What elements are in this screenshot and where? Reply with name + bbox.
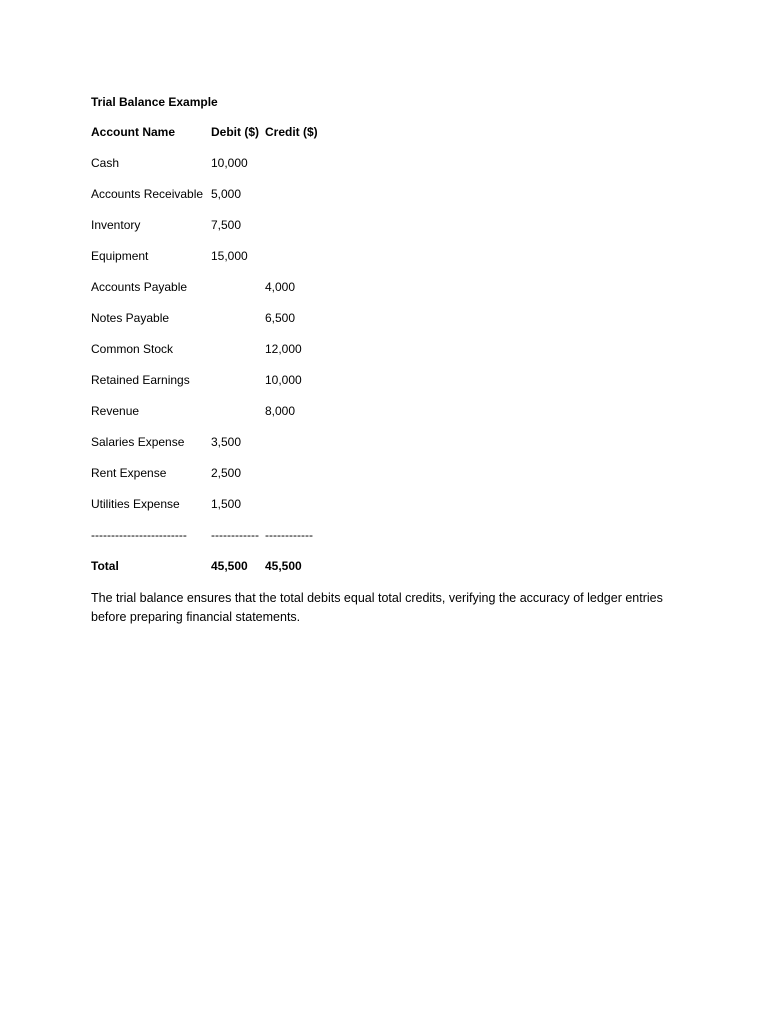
header-debit: Debit ($) bbox=[211, 125, 259, 139]
table-row bbox=[91, 155, 335, 186]
debit-cell: 5,000 bbox=[211, 187, 242, 201]
account-name-cell: Equipment bbox=[91, 249, 149, 263]
account-name-cell: Rent Expense bbox=[91, 466, 167, 480]
table-row bbox=[91, 310, 335, 341]
separator-credit: ------------ bbox=[265, 528, 313, 542]
document-page bbox=[91, 94, 691, 640]
table-row bbox=[91, 465, 335, 496]
debit-cell: 1,500 bbox=[211, 497, 242, 511]
table-row bbox=[91, 279, 335, 310]
separator-row bbox=[91, 527, 335, 558]
header-credit: Credit ($) bbox=[265, 125, 318, 139]
separator-debit: ------------ bbox=[211, 528, 259, 542]
account-name-cell: Cash bbox=[91, 156, 120, 170]
total-row bbox=[91, 558, 335, 589]
debit-cell: 3,500 bbox=[211, 435, 242, 449]
total-label: Total bbox=[91, 559, 119, 573]
table-row bbox=[91, 496, 335, 527]
debit-cell bbox=[211, 372, 265, 403]
document-title: Trial Balance Example bbox=[91, 95, 218, 109]
debit-cell bbox=[211, 341, 265, 372]
credit-cell bbox=[265, 434, 335, 465]
total-debit: 45,500 bbox=[211, 559, 248, 573]
debit-cell: 7,500 bbox=[211, 218, 242, 232]
table-row bbox=[91, 217, 335, 248]
trial-balance-table bbox=[91, 124, 335, 589]
table-row bbox=[91, 341, 335, 372]
account-name-cell: Retained Earnings bbox=[91, 373, 190, 387]
debit-cell bbox=[211, 310, 265, 341]
account-name-cell: Inventory bbox=[91, 218, 141, 232]
debit-cell bbox=[211, 279, 265, 310]
credit-cell bbox=[265, 465, 335, 496]
credit-cell bbox=[265, 248, 335, 279]
debit-cell: 2,500 bbox=[211, 466, 242, 480]
account-name-cell: Common Stock bbox=[91, 342, 174, 356]
account-name-cell: Accounts Receivable bbox=[91, 187, 204, 201]
credit-cell: 4,000 bbox=[265, 280, 296, 294]
credit-cell bbox=[265, 155, 335, 186]
credit-cell: 8,000 bbox=[265, 404, 296, 418]
footer-paragraph: The trial balance ensures that the total debits equal total credits, verifying the accuracy of ledger entries before preparing financial statements. bbox=[91, 591, 663, 624]
credit-cell bbox=[265, 186, 335, 217]
total-credit: 45,500 bbox=[265, 559, 302, 573]
credit-cell bbox=[265, 496, 335, 527]
account-name-cell: Notes Payable bbox=[91, 311, 170, 325]
debit-cell bbox=[211, 403, 265, 434]
account-name-cell: Salaries Expense bbox=[91, 435, 185, 449]
header-account-name: Account Name bbox=[91, 125, 176, 139]
account-name-cell: Accounts Payable bbox=[91, 280, 188, 294]
table-row bbox=[91, 434, 335, 465]
credit-cell: 10,000 bbox=[265, 373, 302, 387]
credit-cell bbox=[265, 217, 335, 248]
account-name-cell: Revenue bbox=[91, 404, 140, 418]
table-row bbox=[91, 372, 335, 403]
separator-account: ------------------------ bbox=[91, 528, 187, 542]
account-name-cell: Utilities Expense bbox=[91, 497, 180, 511]
credit-cell: 12,000 bbox=[265, 342, 302, 356]
debit-cell: 15,000 bbox=[211, 249, 248, 263]
table-row bbox=[91, 186, 335, 217]
table-header-row bbox=[91, 124, 335, 155]
table-row bbox=[91, 403, 335, 434]
credit-cell: 6,500 bbox=[265, 311, 296, 325]
table-row bbox=[91, 248, 335, 279]
debit-cell: 10,000 bbox=[211, 156, 248, 170]
